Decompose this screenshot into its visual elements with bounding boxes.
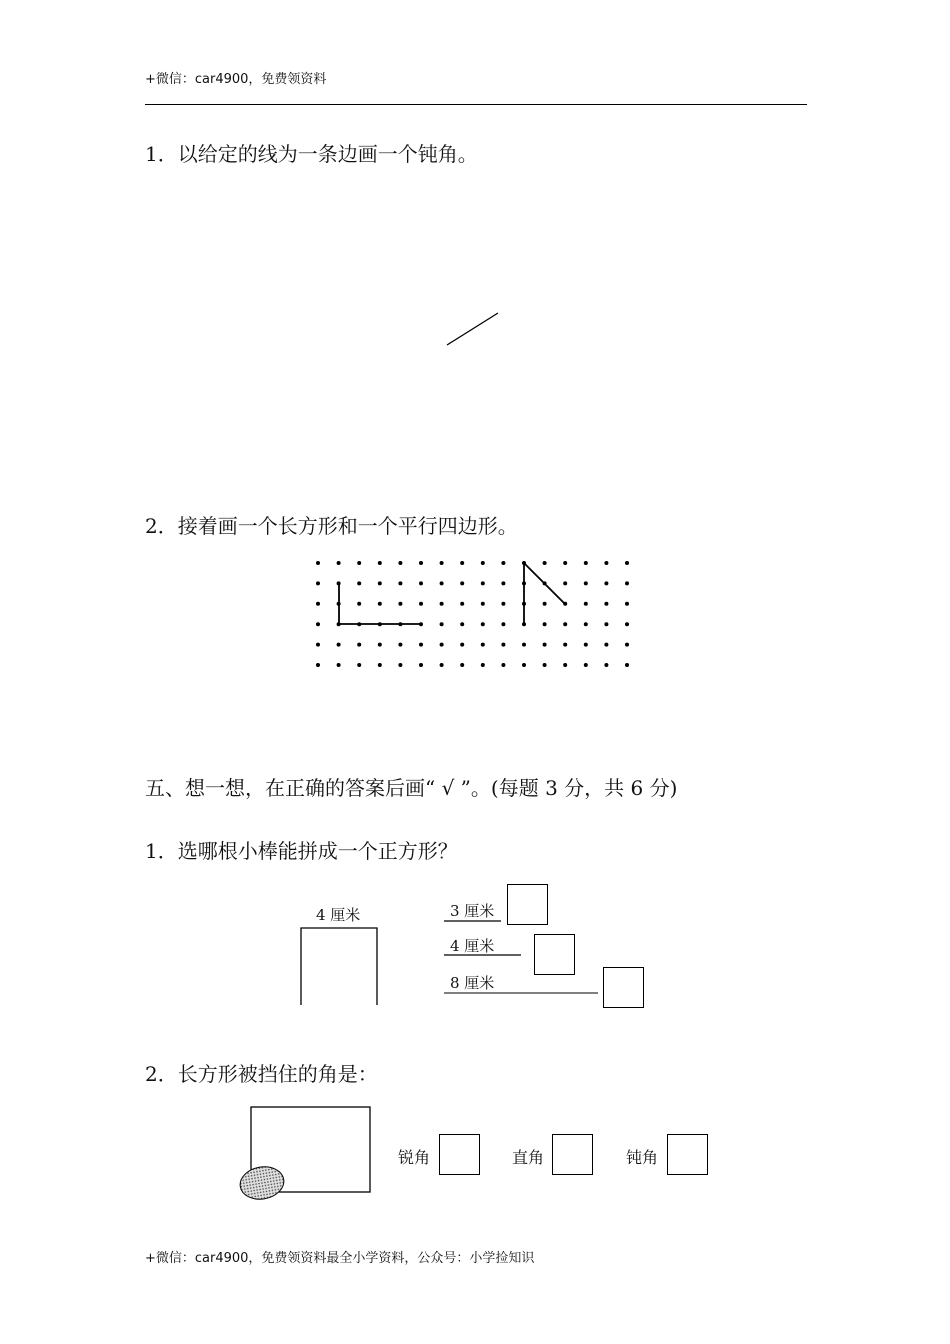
section-5-question-2-text: 2．长方形被挡住的角是： (145, 1062, 378, 1086)
question-1-text: 1．以给定的线为一条边画一个钝角。 (145, 142, 478, 166)
right-angle-label: 直角 (512, 1148, 545, 1167)
frame-length-label: 4 厘米 (316, 906, 361, 924)
stick-option-3-label: 8 厘米 (450, 974, 495, 992)
question-2-text: 2．接着画一个长方形和一个平行四边形。 (145, 514, 518, 538)
header-note: +微信：car4900，免费领资料 (145, 72, 327, 87)
footer-note: +微信：car4900，免费领资料最全小学资料，公众号：小学捡知识 (145, 1251, 535, 1266)
section-5-question-1-text: 1．选哪根小棒能拼成一个正方形？ (145, 839, 458, 863)
stick-option-1-label: 3 厘米 (450, 902, 495, 920)
answer-box-obtuse[interactable] (667, 1134, 708, 1175)
answer-box-right[interactable] (552, 1134, 593, 1175)
obtuse-angle-label: 钝角 (626, 1148, 659, 1167)
answer-box-acute[interactable] (439, 1134, 480, 1175)
section-5-title: 五、想一想，在正确的答案后画“ √ ”。(每题 3 分，共 6 分) (145, 776, 678, 800)
acute-angle-label: 锐角 (398, 1148, 431, 1167)
covering-blob (238, 1163, 287, 1202)
stick-option-2-label: 4 厘米 (450, 937, 495, 955)
